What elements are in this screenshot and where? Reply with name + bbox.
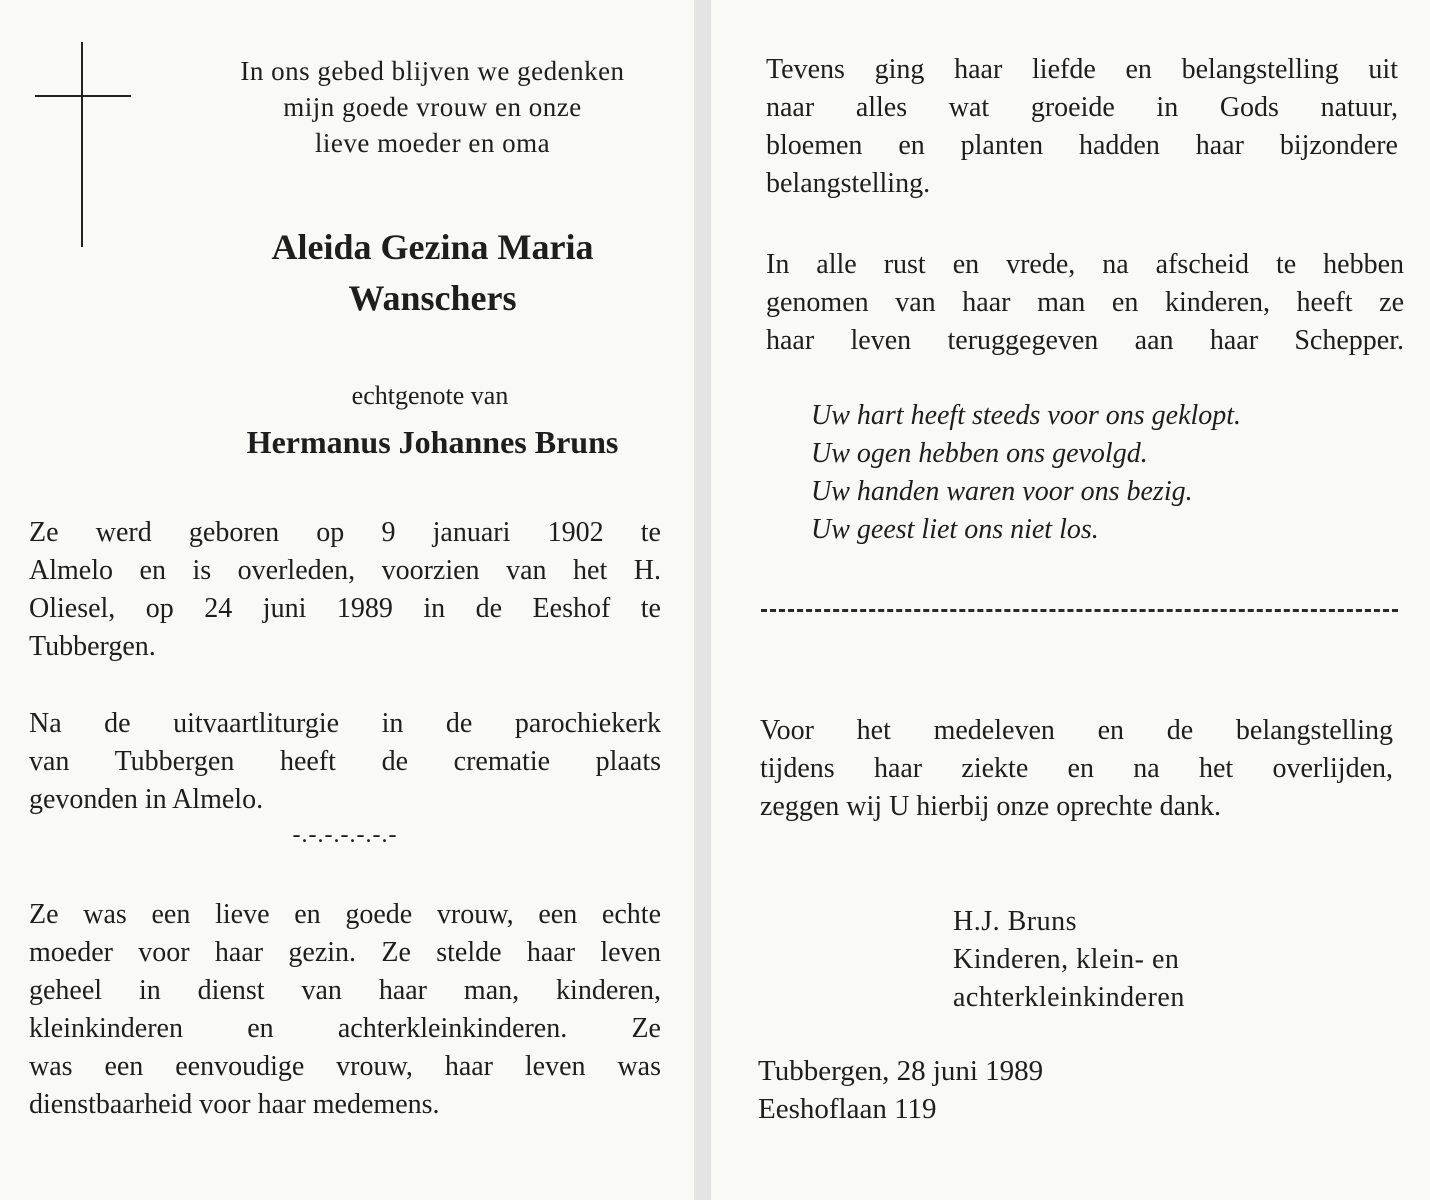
spouse-name: Hermanus Johannes Bruns [246, 424, 619, 460]
name-line: Aleida Gezina Maria [271, 227, 594, 267]
verse [811, 397, 1241, 549]
spouse-label: echtgenote van [351, 381, 509, 410]
paragraph-line: Na de uitvaartliturgie in de parochiekerk [29, 708, 661, 739]
paragraph-line: Ze werd geboren op 9 januari 1902 te [29, 517, 661, 548]
peace-paragraph [766, 246, 1404, 360]
birth-paragraph [29, 514, 661, 666]
intro-line: lieve moeder en oma [314, 128, 551, 158]
nature-paragraph [766, 51, 1398, 203]
memorial-card-right-page [711, 0, 1430, 1200]
paragraph-line: Oliesel, op 24 juni 1989 in de Eeshof te [29, 593, 661, 624]
verse-line: Uw geest liet ons niet los. [811, 514, 1099, 545]
verse-line: Uw handen waren voor ons bezig. [811, 476, 1193, 507]
signature-block [953, 903, 1185, 1017]
signature-line: Kinderen, klein- en [953, 944, 1180, 975]
paragraph-line: Voor het medeleven en de belangstelling [760, 715, 1393, 746]
paragraph-line: was een eenvoudige vrouw, haar leven was [29, 1051, 661, 1082]
paragraph-line: bloemen en planten hadden haar bijzondere [766, 130, 1398, 161]
section-divider: -.-.-.-.-.-.- [292, 822, 398, 848]
memorial-card-left-page [0, 0, 694, 1200]
name-line: Wanschers [348, 278, 517, 318]
paragraph-line: Ze was een lieve en goede vrouw, een echte [29, 899, 661, 930]
paragraph-line: Tevens ging haar liefde en belangstelling uit [766, 54, 1398, 85]
verse-line: Uw ogen hebben ons gevolgd. [811, 438, 1148, 469]
paragraph-line: dienstbaarheid voor haar medemens. [29, 1089, 440, 1120]
paragraph-line: van Tubbergen heeft de crematie plaats [29, 746, 661, 777]
intro-text [190, 53, 675, 161]
paragraph-line: belangstelling. [766, 168, 931, 199]
paragraph-line: haar leven teruggegeven aan haar Schepper. [766, 325, 1404, 356]
cross-icon-vertical-bar [81, 42, 83, 247]
paragraph-line: kleinkinderen en achterkleinkinderen. Ze [29, 1013, 661, 1044]
paragraph-line: Tubbergen. [29, 631, 156, 662]
verse-line: Uw hart heeft steeds voor ons geklopt. [811, 400, 1242, 431]
paragraph-line: naar alles wat groeide in Gods natuur, [766, 92, 1398, 123]
signature-line: H.J. Bruns [953, 906, 1078, 937]
intro-line: mijn goede vrouw en onze [283, 92, 582, 122]
paragraph-line: tijdens haar ziekte en na het overlijden, [760, 753, 1393, 784]
funeral-paragraph [29, 705, 661, 819]
place-date: Tubbergen, 28 juni 1989 [758, 1055, 1044, 1087]
cross-icon-horizontal-bar [35, 95, 131, 97]
paragraph-line: In alle rust en vrede, na afscheid te hebben [766, 249, 1404, 280]
character-paragraph [29, 896, 661, 1124]
paragraph-line: genomen van haar man en kinderen, heeft ze [766, 287, 1404, 318]
paragraph-line: gevonden in Almelo. [29, 784, 264, 815]
dashed-divider [761, 609, 1398, 612]
signature-line: achterkleinkinderen [953, 982, 1185, 1013]
paragraph-line: Almelo en is overleden, voorzien van het H. [29, 555, 661, 586]
paragraph-line: zeggen wij U hierbij onze oprechte dank. [760, 791, 1222, 822]
thanks-paragraph [760, 712, 1393, 826]
paragraph-line: geheel in dienst van haar man, kinderen, [29, 975, 661, 1006]
intro-line: In ons gebed blijven we gedenken [240, 56, 625, 86]
deceased-name [180, 222, 685, 324]
paragraph-line: moeder voor haar gezin. Ze stelde haar leven [29, 937, 661, 968]
place-date-block [758, 1052, 1043, 1128]
address: Eeshoflaan 119 [758, 1093, 937, 1125]
